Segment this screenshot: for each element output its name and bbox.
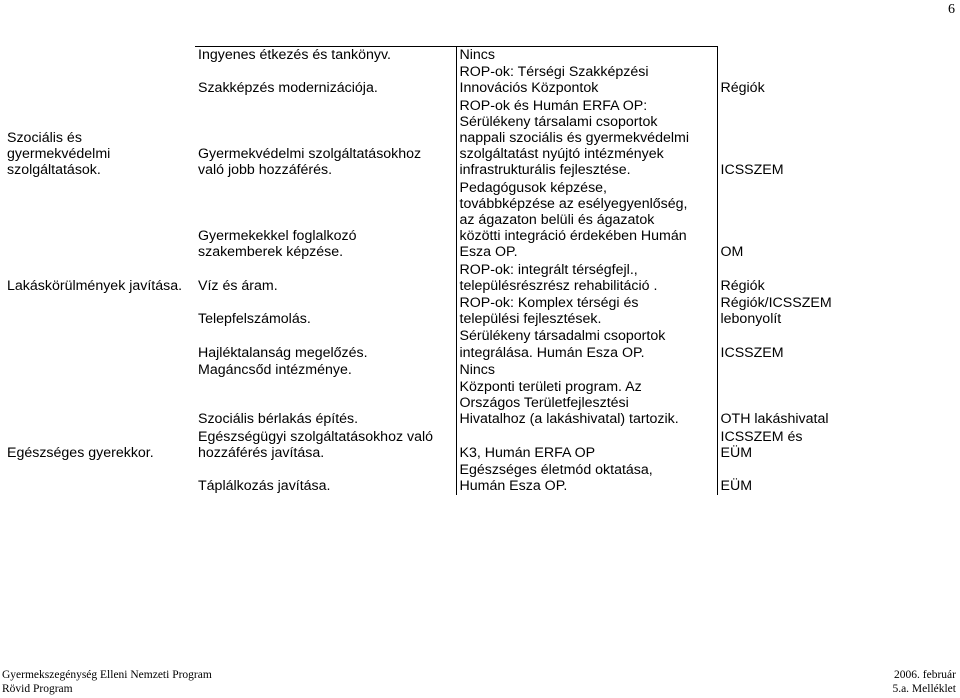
cell-line: Egészségügyi szolgáltatásokhoz való (198, 428, 434, 445)
cell-line: nappali szociális és gyermekvédelmi (459, 130, 689, 147)
cell-line: Innovációs Központok (459, 80, 599, 97)
goal-cell (195, 295, 456, 328)
footer-annex: 5.a. Melléklet (892, 683, 956, 695)
area-cell (4, 429, 195, 462)
cell-line: ROP-ok: Térségi Szakképzési (459, 64, 649, 81)
responsible-cell (717, 328, 844, 361)
cell-line: Szociális bérlakás építés. (198, 411, 359, 428)
cell-line: települési fejlesztések. (459, 311, 602, 328)
tool-cell (456, 295, 717, 328)
cell-line: Víz és áram. (198, 277, 278, 294)
footer-program-title: Gyermekszegénység Elleni Nemzeti Program (2, 669, 212, 681)
cell-line: integrálása. Humán Esza OP. (459, 344, 645, 361)
cell-line: szakemberek képzése. (198, 244, 344, 261)
cell-line: szolgáltatások. (7, 162, 101, 179)
cell-line: Központi területi program. Az (459, 379, 642, 396)
cell-line: az ágazaton belüli és ágazatok (459, 212, 655, 229)
tool-cell (456, 362, 717, 379)
table-row (4, 262, 844, 295)
cell-line: OTH lakáshivatal (720, 411, 829, 428)
table-row (4, 47, 844, 65)
responsible-cell (717, 362, 844, 379)
cell-line: EÜM (720, 478, 753, 495)
cell-line: Sérülékeny társadalmi csoportok (459, 328, 666, 345)
cell-line: ROP-ok és Humán ERFA OP: (459, 97, 648, 114)
goal-cell (195, 362, 456, 379)
cell-line: EÜM (720, 444, 753, 461)
cell-line: Magáncsőd intézménye. (198, 361, 352, 378)
cell-line: Esza OP. (459, 244, 518, 261)
footer-left (2, 668, 212, 696)
cell-line: Régiók (720, 80, 765, 97)
cell-line: ICSSZEM (720, 344, 784, 361)
responsible-cell (717, 462, 844, 495)
cell-line: való jobb hozzáférés. (198, 162, 333, 179)
goal-cell (195, 328, 456, 361)
table-row (4, 429, 844, 462)
area-cell (4, 180, 195, 262)
tool-cell (456, 64, 717, 97)
cell-line: Hivatalhoz (a lakáshivatal) tartozik. (459, 411, 679, 428)
table-row (4, 295, 844, 328)
responsible-cell (717, 295, 844, 328)
area-cell (4, 64, 195, 97)
cell-line: Országos Területfejlesztési (459, 395, 629, 412)
cell-line: Telepfelszámolás. (198, 311, 311, 328)
responsible-cell (717, 429, 844, 462)
area-cell (4, 295, 195, 328)
cell-line: gyermekvédelmi (7, 146, 111, 163)
responsible-cell (717, 180, 844, 262)
cell-line: ICSSZEM (720, 162, 784, 179)
cell-line: Hajléktalanság megelőzés. (198, 344, 368, 361)
tool-cell (456, 180, 717, 262)
cell-line: Humán Esza OP. (459, 478, 568, 495)
goal-cell (195, 262, 456, 295)
cell-line: továbbképzése az esélyegyenlőség, (459, 195, 688, 212)
table-row (4, 379, 844, 429)
area-cell (4, 328, 195, 361)
tool-cell (456, 379, 717, 429)
cell-line: Szociális és (7, 130, 82, 147)
footer-program-subtitle: Rövid Program (2, 683, 73, 695)
cell-line: Nincs (459, 361, 495, 378)
tool-cell (456, 429, 717, 462)
page-number: 6 (948, 2, 955, 17)
tool-cell (456, 462, 717, 495)
cell-line: lebonyolít (720, 311, 782, 328)
table-row (4, 328, 844, 361)
tool-cell (456, 98, 717, 180)
tool-cell (456, 262, 717, 295)
cell-line: Ingyenes étkezés és tankönyv. (198, 47, 391, 63)
table-row (4, 462, 844, 495)
cell-line: ICSSZEM és (720, 428, 803, 445)
responsible-cell (717, 64, 844, 97)
cell-line: Táplálkozás javítása. (198, 478, 331, 495)
area-cell (4, 362, 195, 379)
cell-line: településrészrész rehabilitáció . (459, 277, 658, 294)
footer-date: 2006. február (894, 669, 956, 681)
table-row (4, 180, 844, 262)
tool-cell (456, 47, 717, 65)
goal-cell (195, 462, 456, 495)
cell-line: Lakáskörülmények javítása. (7, 277, 183, 294)
cell-line: szolgáltatást nyújtó intézmények (459, 146, 664, 163)
cell-line: Gyermekvédelmi szolgáltatásokhoz (198, 146, 422, 163)
responsible-cell (717, 379, 844, 429)
cell-line: OM (720, 244, 744, 261)
responsible-cell (717, 262, 844, 295)
cell-line: Pedagógusok képzése, (459, 179, 608, 196)
goal-cell (195, 98, 456, 180)
responsible-cell (717, 98, 844, 180)
goal-cell (195, 180, 456, 262)
cell-line: Régiók (720, 277, 765, 294)
goal-cell (195, 64, 456, 97)
footer-right (892, 668, 956, 696)
table-row (4, 98, 844, 180)
responsible-cell (717, 47, 844, 65)
cell-line: infrastrukturális fejlesztése. (459, 162, 631, 179)
area-cell (4, 47, 195, 65)
area-cell (4, 379, 195, 429)
area-cell (4, 462, 195, 495)
area-cell (4, 262, 195, 295)
area-cell (4, 98, 195, 180)
goal-cell (195, 47, 456, 65)
cell-line: közötti integráció érdekében Humán (459, 228, 687, 245)
table-row (4, 64, 844, 97)
cell-line: K3, Humán ERFA OP (459, 444, 596, 461)
cell-line: Szakképzés modernizációja. (198, 80, 378, 97)
program-table (4, 46, 844, 495)
cell-line: Nincs (459, 47, 495, 63)
cell-line: Régiók/ICSSZEM (720, 295, 832, 312)
cell-line: ROP-ok: Komplex térségi és (459, 295, 639, 312)
cell-line: Sérülékeny társalami csoportok (459, 113, 658, 130)
cell-line: ROP-ok: integrált térségfejl., (459, 261, 638, 278)
table-row (4, 362, 844, 379)
tool-cell (456, 328, 717, 361)
goal-cell (195, 379, 456, 429)
cell-line: Egészséges életmód oktatása, (459, 462, 653, 479)
cell-line: Gyermekekkel foglalkozó (198, 228, 357, 245)
cell-line: hozzáférés javítása. (198, 444, 325, 461)
cell-line: Egészséges gyerekkor. (7, 444, 154, 461)
goal-cell (195, 429, 456, 462)
